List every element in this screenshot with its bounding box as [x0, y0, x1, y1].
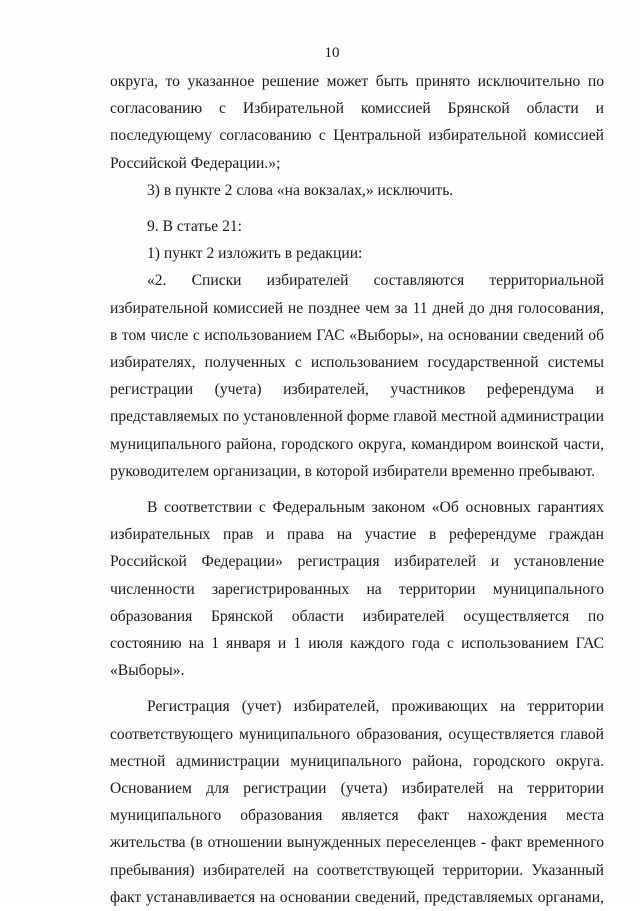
paragraph-item-1: 1) пункт 2 изложить в редакции:: [147, 245, 363, 263]
paragraph-registration: Регистрация (учет) избирателей, проживающих на территории соответствующего муниципального образования, осуществляется главой местной администрации муниципального района, городского округа. Основанием для регистрации (учета) избирателей на территории муниципального образования является факт нахождения места жительства (в отношении вынужденных переселенцев - факт временного пребывания) избирателей на соответствующей территории. Указанный факт устанавливается на основании сведений, представляемых органами,: [110, 698, 604, 906]
paragraph-item-3: 3) в пункте 2 слова «на вокзалах,» исключить.: [147, 181, 454, 199]
page-number: 10: [324, 45, 340, 61]
paragraph-federal-law: В соответствии с Федеральным законом «Об основных гарантиях избирательных прав и права на участие в референдуме граждан Российской Федерации» регистрация избирателей и установление численности зарегистрированных на территории муниципального образования Брянской области избирателей осуществляется по состоянию на 1 января и 1 июля каждого года с использованием ГАС «Выборы».: [110, 499, 604, 680]
paragraph-article-21: 9. В статье 21:: [147, 218, 243, 236]
paragraph-continuation: округа, то указанное решение может быть принято исключительно по согласованию с Избирательной комиссией Брянской области и последующему согласованию с Центральной избирательной комиссией Российской Федерации.»;: [110, 73, 604, 172]
paragraph-quoted-clause-2: «2. Списки избирателей составляются территориальной избирательной комиссией не позднее чем за 11 дней до дня голосования, в том числе с использованием ГАС «Выборы», на основании сведений об избирателях, полученных с использованием государственной системы регистрации (учета) избирателей, участников референдума и представляемых по установленной форме главой местной администрации муниципального района, городского округа, командиром воинской части, руководителем организации, в которой избиратели временно пребывают.: [110, 272, 604, 480]
document-body: [110, 68, 604, 911]
